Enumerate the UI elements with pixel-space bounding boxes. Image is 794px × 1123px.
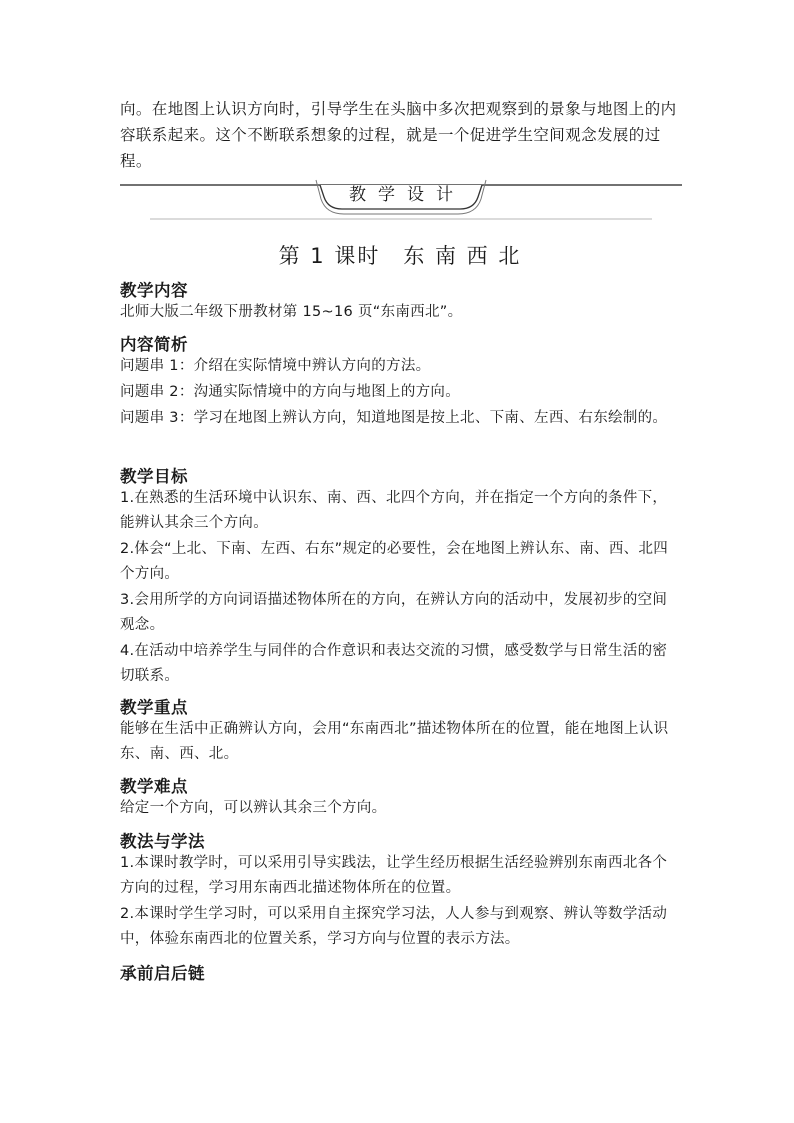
intro-paragraph: 向。在地图上认识方向时，引导学生在头脑中多次把观察到的景象与地图上的内容联系起来。这个不断联系想象的过程，就是一个促进学生空间观念发展的过程。 (120, 100, 677, 170)
analysis-line-1: 问题串 1：介绍在实际情境中辨认方向的方法。 (120, 358, 431, 374)
heading-content: 教学内容 (120, 281, 188, 300)
analysis-line-2: 问题串 2：沟通实际情境中的方向与地图上的方向。 (120, 384, 461, 400)
content-text: 北师大版二年级下册教材第 15~16 页“东南西北”。 (120, 304, 463, 320)
goal-item-2: 2.体会“上北、下南、左西、右东”规定的必要性，会在地图上辨认东、南、西、北四个方向。 (120, 541, 669, 582)
method-item-1: 1.本课时教学时，可以采用引导实践法，让学生经历根据生活经验辨别东南西北各个方向的过程，学习用东南西北描述物体所在的位置。 (120, 855, 668, 896)
banner-title: 教学设计 (349, 185, 465, 205)
difficulties-text: 给定一个方向，可以辨认其余三个方向。 (120, 800, 387, 816)
goal-item-4: 4.在活动中培养学生与同伴的合作意识和表达交流的习惯，感受数学与日常生活的密切联系。 (120, 643, 668, 684)
heading-analysis: 内容简析 (120, 335, 188, 354)
method-item-2: 2.本课时学生学习时，可以采用自主探究学习法，人人参与到观察、辨认等数学活动中，体验东南西北的位置关系，学习方向与位置的表示方法。 (120, 906, 668, 947)
heading-connection: 承前启后链 (120, 964, 205, 983)
lesson-title: 第 1 课时 东 南 西 北 (278, 244, 522, 268)
analysis-line-3: 问题串 3：学习在地图上辨认方向，知道地图是按上北、下南、左西、右东绘制的。 (120, 410, 668, 426)
heading-key-points: 教学重点 (120, 698, 188, 717)
section-banner (120, 172, 682, 222)
heading-goals: 教学目标 (120, 467, 188, 486)
key-points-text: 能够在生活中正确辨认方向，会用“东南西北”描述物体所在的位置，能在地图上认识东、南、西、北。 (120, 721, 669, 762)
heading-difficulties: 教学难点 (120, 777, 188, 796)
goal-item-1: 1.在熟悉的生活环境中认识东、南、西、北四个方向，并在指定一个方向的条件下，能辨认其余三个方向。 (120, 490, 668, 531)
heading-methods: 教法与学法 (120, 832, 205, 851)
goal-item-3: 3.会用所学的方向词语描述物体所在的方向，在辨认方向的活动中，发展初步的空间观念。 (120, 592, 668, 633)
